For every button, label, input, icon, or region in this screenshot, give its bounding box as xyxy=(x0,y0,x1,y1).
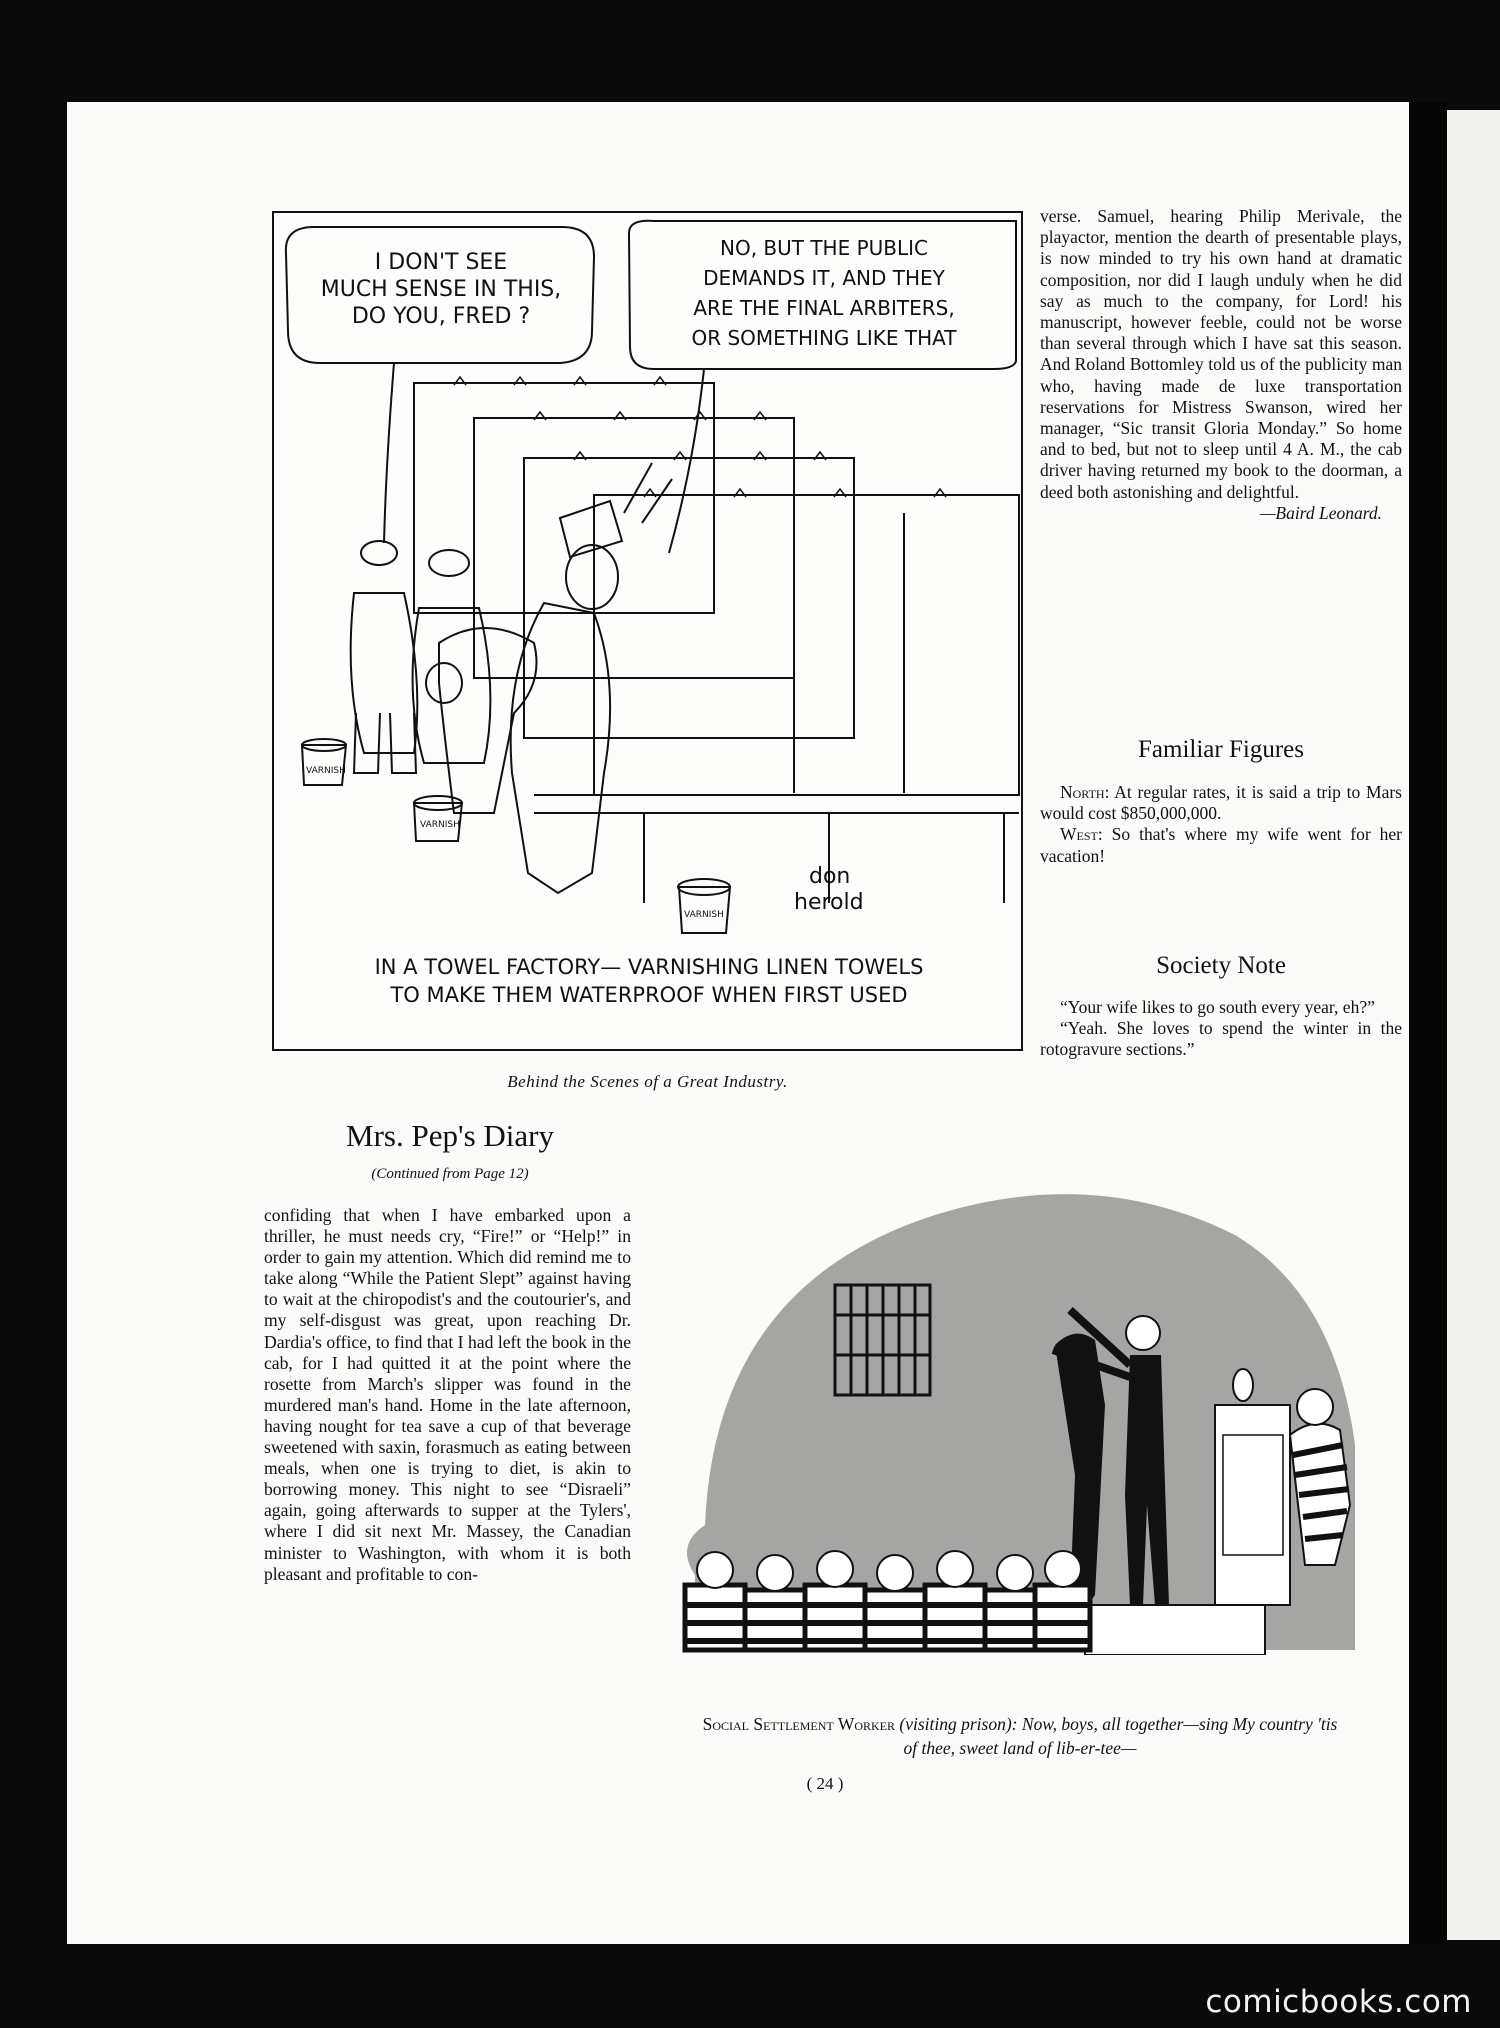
towel-factory-cartoon xyxy=(272,211,1023,1051)
prison-drawing xyxy=(675,1145,1375,1655)
diary-paragraph: confiding that when I have embarked upon a thriller, he must needs cry, “Fire!” or “Help!” in order to gain my attention. Which did remind me to take along “While the Patient Slept” against having to wait at the chiropodist's and the coutourier's, and my self-disgust was great, upon reaching Dr. Dardia's office, to find that I had left the book in the cab, for I had quitted it at the point where the rosette from March's slipper was found in the murdered man's hand. Home in the late afternoon, having nought for tea save a cup of that beverage sweetened with saxin, forasmuch as eating between meals, when one is trying to diet, is akin to borrowing money. This night to see “Disraeli” again, going afterwards to supper at the Tylers', where I did sit next Mr. Massey, the Canadian minister to Washington, with whom it is both pleasant and profitable to con- xyxy=(264,1205,631,1584)
bubble-right-line: ARE THE FINAL ARBITERS, xyxy=(693,296,955,320)
speaker-west: West: xyxy=(1060,824,1103,845)
society-line-2: “Yeah. She loves to spend the winter in the rotogravure sections.” xyxy=(1040,1018,1402,1060)
bubble-left-line: MUCH SENSE IN THIS, xyxy=(320,277,562,302)
caption-quote: Now, boys, all together—sing My country 'tis of thee, sweet land of lib-er-tee— xyxy=(903,1714,1338,1758)
bubble-left-line: DO YOU, FRED ? xyxy=(351,304,531,329)
bubble-left-line: I DON'T SEE xyxy=(374,250,508,275)
caption-speaker: Social Settlement Worker xyxy=(702,1714,896,1734)
left-speech-bubble xyxy=(294,249,588,330)
page-number: ( 24 ) xyxy=(806,1774,844,1793)
speaker-north: North: xyxy=(1060,782,1110,802)
site-watermark: comicbooks.com xyxy=(1205,1984,1472,2020)
right-speech-bubble xyxy=(632,233,1016,353)
prison-cartoon-caption xyxy=(700,1712,1340,1760)
cartoon-bottom-caption xyxy=(294,953,1004,1009)
bubble-right-line: DEMANDS IT, AND THEY xyxy=(703,266,945,290)
familiar-figures-title: Familiar Figures xyxy=(1138,736,1304,763)
caption-context: (visiting prison): xyxy=(899,1714,1018,1734)
bottom-caption-line: IN A TOWEL FACTORY— VARNISHING LINEN TOWELS xyxy=(374,955,924,979)
can-label-2: VARNISH xyxy=(420,820,460,830)
continued-note: (Continued from Page 12) xyxy=(371,1166,529,1182)
can-label-1: VARNISH xyxy=(306,766,346,776)
diary-continuation xyxy=(1040,206,1402,524)
can-label-3: VARNISH xyxy=(684,910,724,920)
diary-title: Mrs. Pep's Diary xyxy=(346,1118,554,1153)
north-line: At regular rates, it is said a trip to Mars would cost $850,000,000. xyxy=(1040,782,1402,824)
familiar-figures-body xyxy=(1040,782,1402,867)
bubble-right-line: OR SOMETHING LIKE THAT xyxy=(691,326,957,350)
author-signature: —Baird Leonard. xyxy=(1259,502,1382,523)
diary-body xyxy=(264,1205,631,1585)
society-note-title: Society Note xyxy=(1156,952,1286,979)
continuation-paragraph: verse. Samuel, hearing Philip Merivale, the playactor, mention the dearth of presentable plays, is now minded to try his own hand at dramatic composition, nor did I laugh unduly when he did say as much to the company, for Lord! his manuscript, however feeble, could not be worse than several through which I have sat this season. And Roland Bottomley told us of the publicity man who, having made de luxe transportation reservations for Mistress Swanson, wired her manager, “Sic transit Gloria Monday.” So home and to bed, but not to sleep until 4 A. M., the cab driver having returned my book to the doorman, a deed both astonishing and delightful. xyxy=(1040,206,1402,502)
artist-signature-line1: don xyxy=(809,864,851,889)
bottom-caption-line: TO MAKE THEM WATERPROOF WHEN FIRST USED xyxy=(390,983,908,1007)
west-line: So that's where my wife went for her vacation! xyxy=(1040,824,1402,866)
society-line-1: “Your wife likes to go south every year, eh?” xyxy=(1060,997,1375,1017)
society-note-body xyxy=(1040,997,1402,1061)
bubble-right-line: NO, BUT THE PUBLIC xyxy=(719,236,929,260)
artist-signature-line2: herold xyxy=(794,890,864,915)
spine-shadow xyxy=(1409,102,1447,1944)
top-cartoon-caption: Behind the Scenes of a Great Industry. xyxy=(507,1072,788,1091)
next-page-edge xyxy=(1447,110,1500,1940)
prison-cartoon xyxy=(675,1145,1375,1655)
